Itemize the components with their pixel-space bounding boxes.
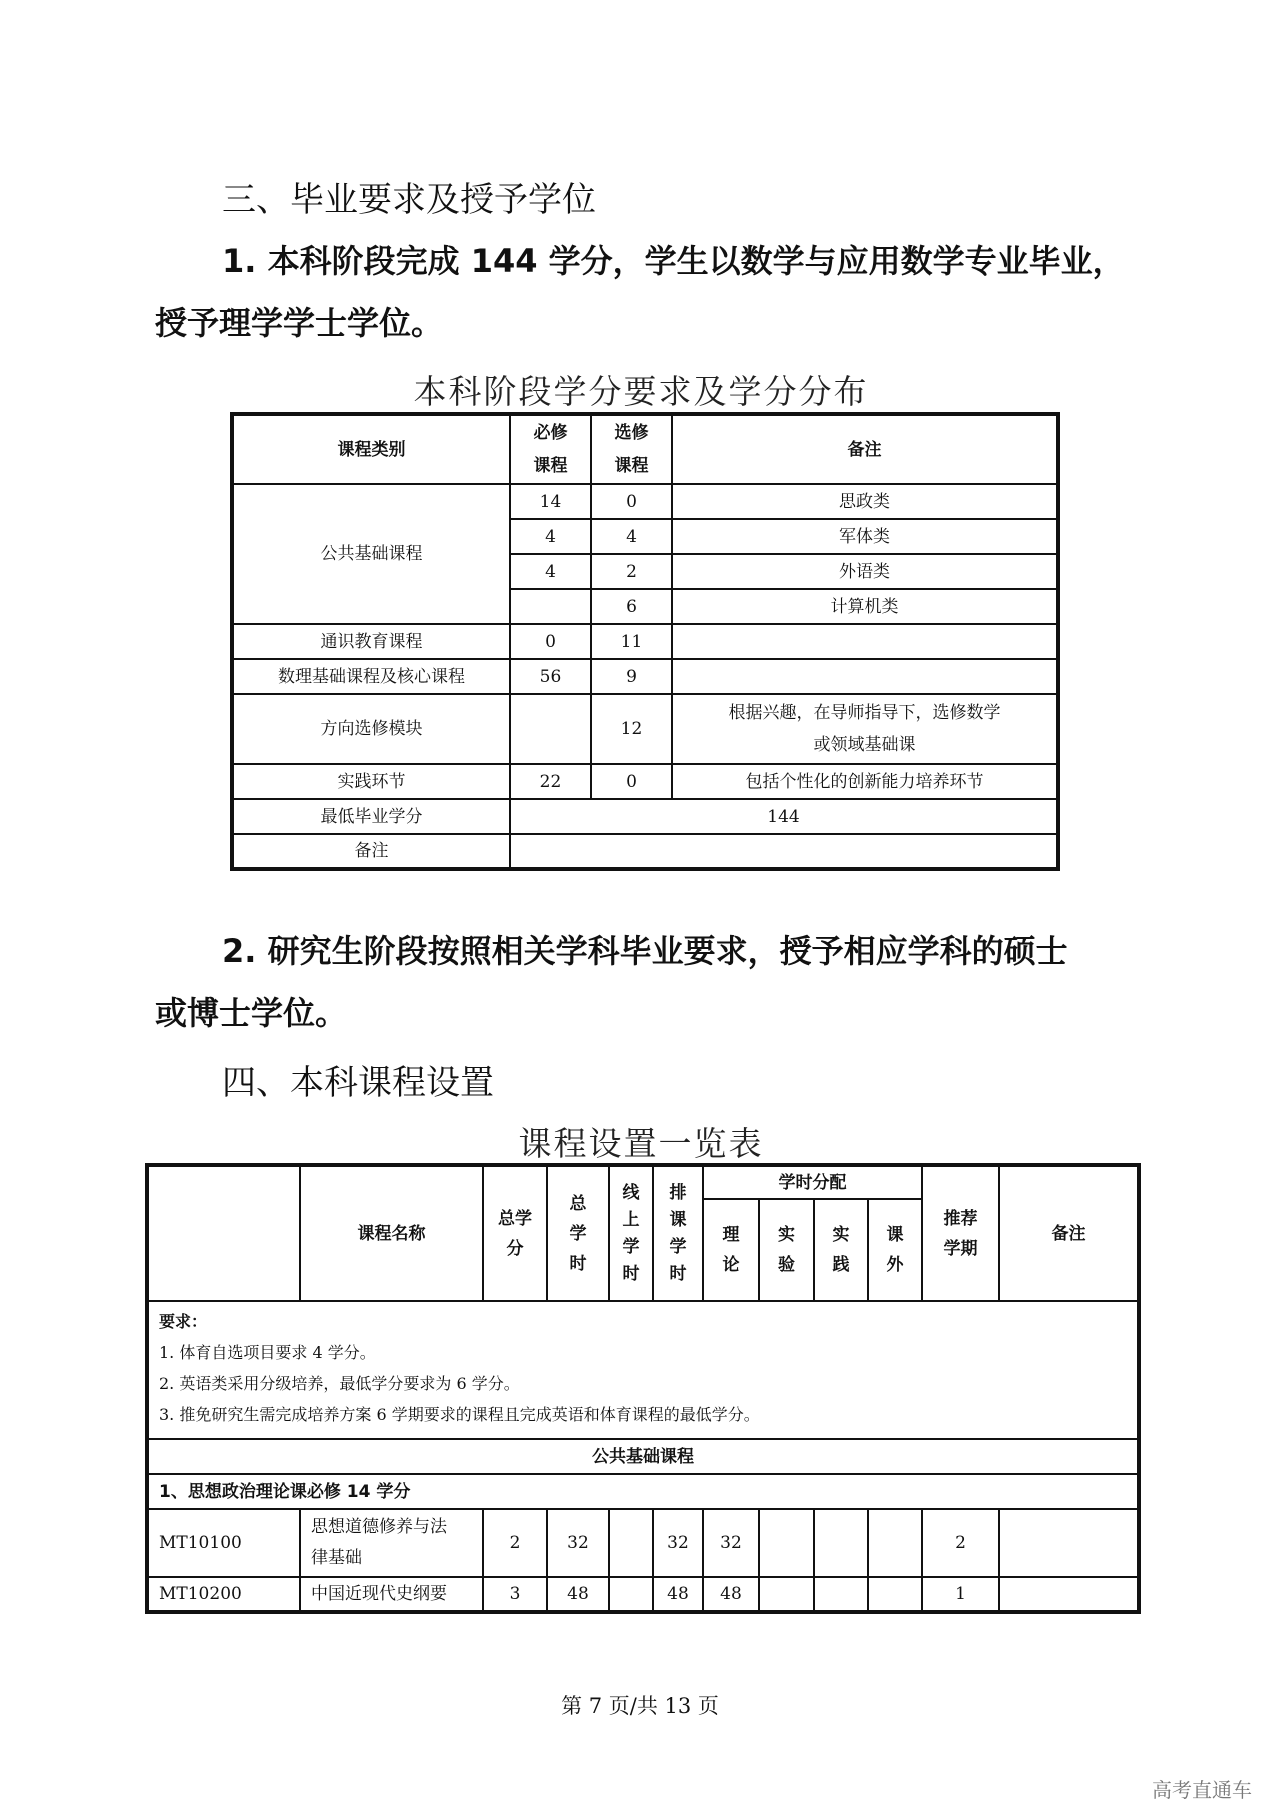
requirement-item-2: 2. 英语类采用分级培养，最低学分要求为 6 学分。 (159, 1374, 520, 1393)
course-0-extra (868, 1509, 922, 1577)
public-row-2-req: 4 (510, 554, 591, 589)
public-row-3-req (510, 589, 591, 624)
para1-line1: 1. 本科阶段完成 144 学分，学生以数学与应用数学专业毕业， (222, 242, 1125, 280)
remark-label: 备注 (232, 834, 510, 869)
th-note: 备注 (672, 414, 1058, 484)
public-row-1-ele: 4 (591, 519, 672, 554)
para1-line2: 授予理学学士学位。 (155, 304, 444, 342)
requirements-title: 要求： (159, 1312, 208, 1331)
public-row-3-ele: 6 (591, 589, 672, 624)
th-recommended-term: 推荐 学期 (922, 1165, 999, 1301)
row-3-cat: 实践环节 (232, 764, 510, 799)
row-0-req: 0 (510, 624, 591, 659)
row-3-req: 22 (510, 764, 591, 799)
course-0-hours: 32 (547, 1509, 609, 1577)
row-1-req: 56 (510, 659, 591, 694)
course-1-note (999, 1577, 1139, 1612)
course-1-credits: 3 (483, 1577, 547, 1612)
row-1-cat: 数理基础课程及核心课程 (232, 659, 510, 694)
course-0-practice (814, 1509, 868, 1577)
th-lab: 实 验 (759, 1199, 814, 1301)
th-online-hours: 线 上 学 时 (609, 1165, 653, 1301)
course-0-note (999, 1509, 1139, 1577)
section-4-heading: 四、本科课程设置 (222, 1063, 494, 1103)
para2-line2: 或博士学位。 (155, 994, 348, 1032)
requirement-item-3: 3. 推免研究生需完成培养方案 6 学期要求的课程且完成英语和体育课程的最低学分。 (159, 1405, 760, 1424)
requirements-block (147, 1301, 1139, 1439)
row-0-note (672, 624, 1058, 659)
row-2-note: 根据兴趣，在导师指导下，选修数学 或领域基础课 (672, 694, 1058, 764)
row-1-ele: 9 (591, 659, 672, 694)
th-scheduled-hours: 排 课 学 时 (653, 1165, 703, 1301)
public-row-0-note: 思政类 (672, 484, 1058, 519)
course-1-extra (868, 1577, 922, 1612)
course-1-hours: 48 (547, 1577, 609, 1612)
course-1-theory: 48 (703, 1577, 759, 1612)
course-1-code: MT10200 (147, 1577, 300, 1612)
remark-value (510, 834, 1058, 869)
public-row-2-note: 外语类 (672, 554, 1058, 589)
th-note: 备注 (999, 1165, 1139, 1301)
course-0-online (609, 1509, 653, 1577)
row-3-note: 包括个性化的创新能力培养环节 (672, 764, 1058, 799)
course-0-credits: 2 (483, 1509, 547, 1577)
table1-caption: 本科阶段学分要求及学分分布 (413, 372, 869, 411)
course-1-online (609, 1577, 653, 1612)
page-number: 第 7 页/共 13 页 (561, 1694, 719, 1718)
th-theory: 理 论 (703, 1199, 759, 1301)
row-2-ele: 12 (591, 694, 672, 764)
course-1-term: 1 (922, 1577, 999, 1612)
table2-caption: 课程设置一览表 (518, 1124, 764, 1163)
subgroup-political-theory: 1、思想政治理论课必修 14 学分 (147, 1474, 1139, 1509)
row-2-cat: 方向选修模块 (232, 694, 510, 764)
public-row-3-note: 计算机类 (672, 589, 1058, 624)
public-row-2-ele: 2 (591, 554, 672, 589)
course-1-practice (814, 1577, 868, 1612)
credit-distribution-table (230, 412, 1060, 871)
public-row-0-ele: 0 (591, 484, 672, 519)
min-credits-value: 144 (510, 799, 1058, 834)
course-0-lab (759, 1509, 814, 1577)
course-1-lab (759, 1577, 814, 1612)
course-0-theory: 32 (703, 1509, 759, 1577)
section-3-heading: 三、毕业要求及授予学位 (222, 180, 596, 220)
th-hour-distribution: 学时分配 (703, 1165, 922, 1199)
course-1-name: 中国近现代史纲要 (300, 1577, 483, 1612)
row-1-note (672, 659, 1058, 694)
requirement-item-1: 1. 体育自选项目要求 4 学分。 (159, 1343, 376, 1362)
row-2-req (510, 694, 591, 764)
th-category: 课程类别 (232, 414, 510, 484)
course-0-scheduled: 32 (653, 1509, 703, 1577)
course-0-term: 2 (922, 1509, 999, 1577)
th-code (147, 1165, 300, 1301)
row-0-ele: 11 (591, 624, 672, 659)
th-course-name: 课程名称 (300, 1165, 483, 1301)
public-row-1-note: 军体类 (672, 519, 1058, 554)
public-row-1-req: 4 (510, 519, 591, 554)
course-0-code: MT10100 (147, 1509, 300, 1577)
public-category-cell: 公共基础课程 (232, 484, 510, 624)
th-required: 必修 课程 (510, 414, 591, 484)
course-1-scheduled: 48 (653, 1577, 703, 1612)
para2-line1: 2. 研究生阶段按照相关学科毕业要求，授予相应学科的硕士 (222, 932, 1068, 970)
th-total-credits: 总学 分 (483, 1165, 547, 1301)
th-extracurricular: 课 外 (868, 1199, 922, 1301)
th-elective: 选修 课程 (591, 414, 672, 484)
course-list-table (145, 1163, 1141, 1614)
watermark: 高考直通车 (1152, 1778, 1252, 1802)
row-3-ele: 0 (591, 764, 672, 799)
th-total-hours: 总 学 时 (547, 1165, 609, 1301)
course-0-name: 思想道德修养与法 律基础 (300, 1509, 483, 1577)
th-practice: 实 践 (814, 1199, 868, 1301)
row-0-cat: 通识教育课程 (232, 624, 510, 659)
public-row-0-req: 14 (510, 484, 591, 519)
group-public-basic: 公共基础课程 (147, 1439, 1139, 1474)
min-credits-label: 最低毕业学分 (232, 799, 510, 834)
